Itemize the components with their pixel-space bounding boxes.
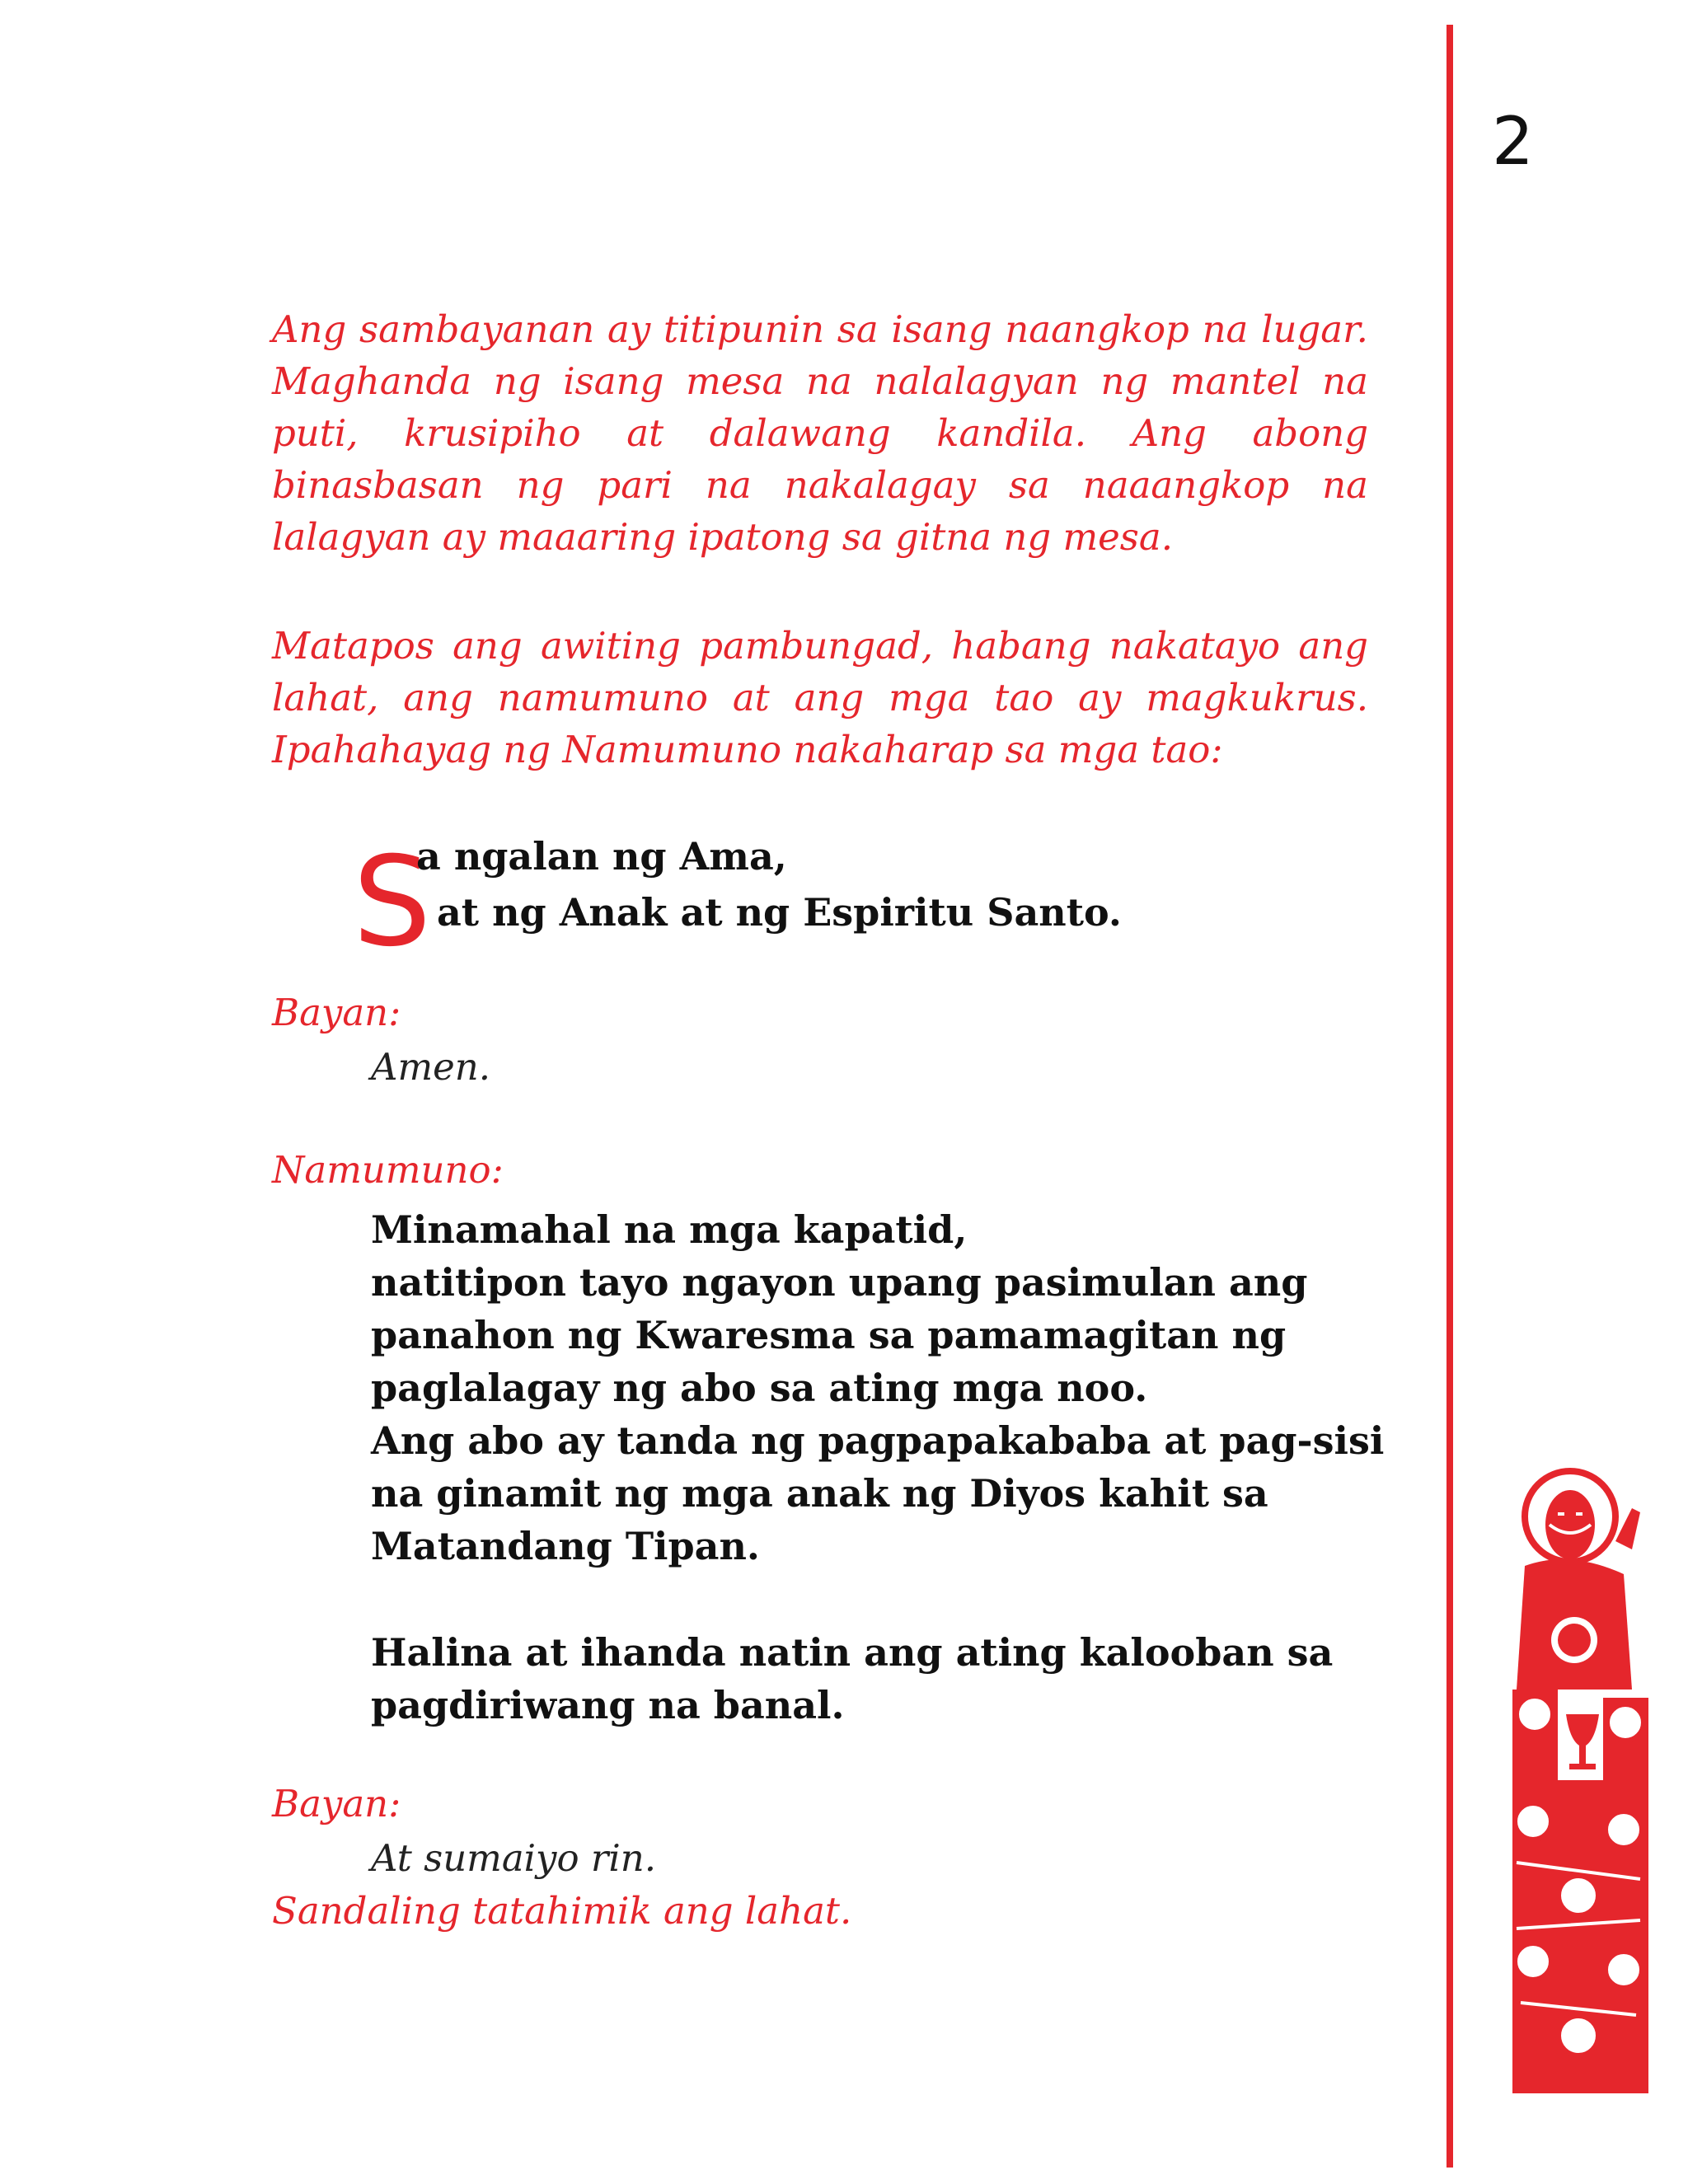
bayan-label-1: Bayan:: [272, 991, 401, 1034]
margin-rule: [1447, 25, 1453, 2168]
closing-rubric: Sandaling tatahimik ang lahat.: [272, 1889, 852, 1933]
leader-line: na ginamit ng mga anak ng Diyos kahit sa: [371, 1471, 1268, 1516]
page-number: 2: [1492, 103, 1534, 180]
leader-line: natitipon tayo ngayon upang pasimulan ang: [371, 1260, 1308, 1305]
leader-line: Ang abo ay tanda ng pagpapakababa at pag-sisi: [371, 1418, 1385, 1463]
sign-line-1: a ngalan ng Ama,: [416, 834, 787, 879]
rubric-sign-of-cross: [272, 620, 1368, 776]
leader-line: pagdiriwang na banal.: [371, 1683, 845, 1727]
sign-line-2: at ng Anak at ng Espiritu Santo.: [437, 890, 1122, 935]
bayan-response-2: At sumaiyo rin.: [371, 1836, 657, 1880]
rubric-sign-text: Matapos ang awiting pambungad, habang nakatayo ang lahat, ang namumuno at ang mga tao ay magkukrus. Ipahahayag ng Namumuno nakaharap sa mga tao:: [272, 624, 1368, 771]
leader-line: paglalagay ng abo sa ating mga noo.: [371, 1366, 1148, 1410]
rubric-intro-text: Ang sambayanan ay titipunin sa isang naangkop na lugar. Maghanda ng isang mesa na nalalagyan ng mantel na puti, krusipiho at dalawang kandila. Ang abong binasbasan ng pari na nakalagay sa naaangkop na lalagyan ay maaaring ipatong sa gitna ng mesa.: [272, 307, 1368, 559]
namumuno-label: Namumuno:: [272, 1148, 504, 1192]
leader-invitation: [371, 1626, 1426, 1732]
last-supper-illustration: [1500, 1467, 1657, 2102]
bayan-response-1: Amen.: [371, 1045, 491, 1089]
rubric-intro: [272, 303, 1368, 563]
leader-line: panahon ng Kwaresma sa pamamagitan ng: [371, 1313, 1287, 1357]
leader-line: Matandang Tipan.: [371, 1524, 760, 1568]
bayan-label-2: Bayan:: [272, 1782, 401, 1825]
leader-line: Minamahal na mga kapatid,: [371, 1207, 968, 1252]
dropcap: S: [353, 831, 432, 974]
leader-address: [371, 1203, 1426, 1572]
leader-line: Halina at ihanda natin ang ating kalooban sa: [371, 1630, 1334, 1675]
